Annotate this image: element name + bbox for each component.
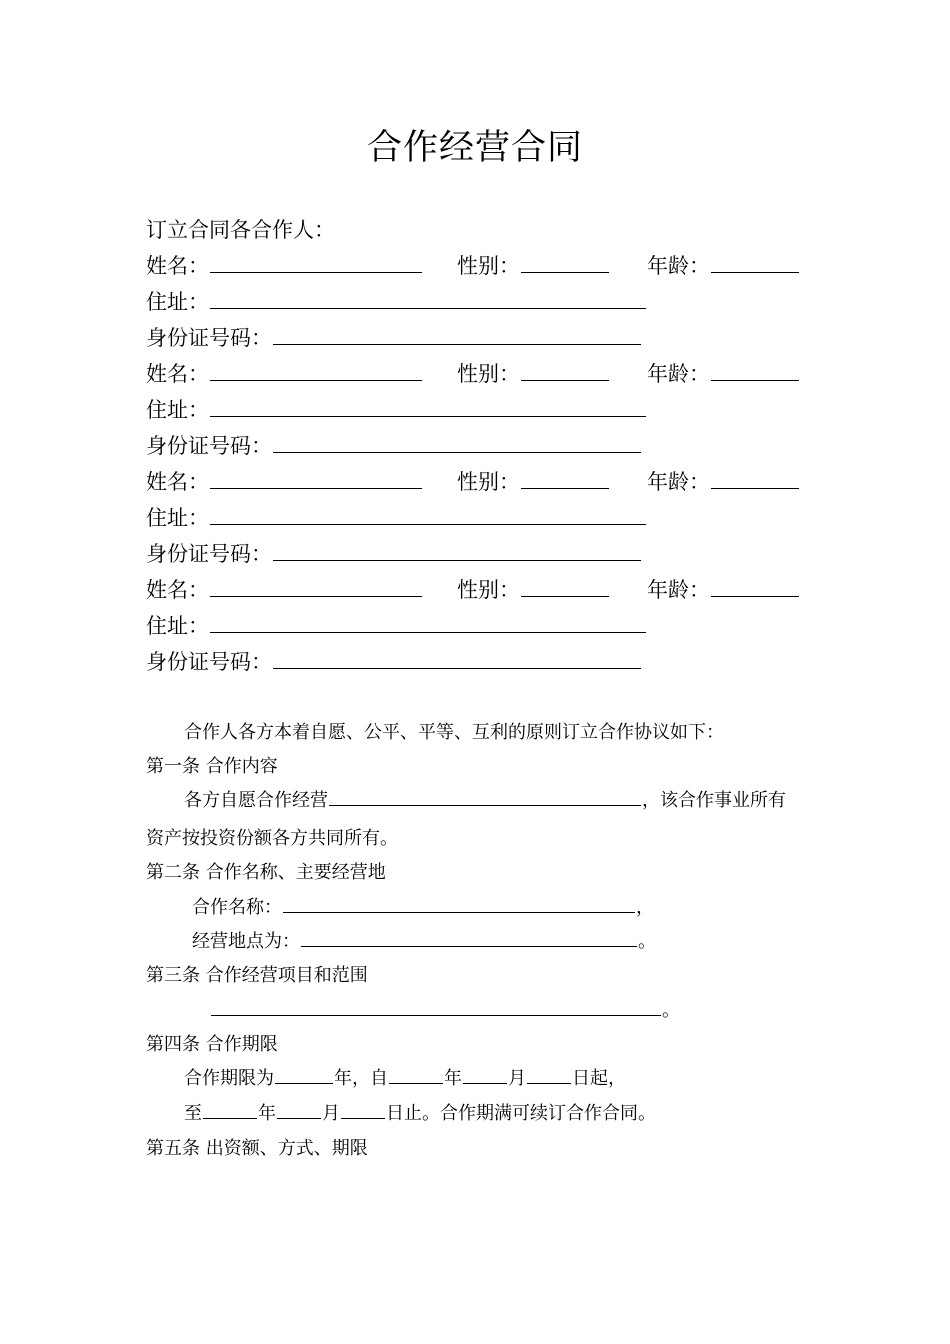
from-label: ，自 [352, 1068, 388, 1089]
month-label: 月 [322, 1103, 340, 1124]
intro-text: 订立合同各合作人： [146, 218, 335, 242]
id-blank[interactable] [273, 451, 641, 453]
age-row [647, 359, 800, 389]
business-place-end: 。 [638, 931, 656, 952]
age-blank[interactable] [711, 487, 799, 489]
gender-blank[interactable] [521, 595, 609, 597]
address-blank[interactable] [210, 415, 646, 417]
address-label: 住址： [146, 506, 209, 530]
id-label: 身份证号码： [146, 650, 272, 674]
address-row [146, 611, 647, 641]
business-place-label: 经营地点为： [192, 931, 300, 952]
start-day-label: 日起， [572, 1068, 626, 1089]
end-day-label: 日止。合作期满可续订合作合同。 [386, 1103, 656, 1124]
name-row [146, 359, 423, 389]
cooperation-name-row [192, 895, 654, 921]
gender-label: 性别： [457, 254, 520, 278]
gender-row [457, 467, 610, 497]
gender-blank[interactable] [521, 379, 609, 381]
article5-heading: 第五条 出资额、方式、期限 [146, 1138, 368, 1159]
id-label: 身份证号码： [146, 326, 272, 350]
id-row [146, 431, 642, 461]
start-year-blank[interactable] [389, 1082, 443, 1084]
address-label: 住址： [146, 290, 209, 314]
age-blank[interactable] [711, 271, 799, 273]
id-row [146, 323, 642, 353]
gender-label: 性别： [457, 578, 520, 602]
id-blank[interactable] [273, 667, 641, 669]
year-label: 年 [444, 1068, 462, 1089]
address-blank[interactable] [210, 307, 646, 309]
address-label: 住址： [146, 614, 209, 638]
name-label: 姓名： [146, 254, 209, 278]
year-label: 年 [258, 1103, 276, 1124]
article3-heading: 第三条 合作经营项目和范围 [146, 965, 368, 986]
preamble-text: 合作人各方本着自愿、公平、平等、互利的原则订立合作协议如下： [184, 722, 724, 743]
article1-line1 [184, 788, 786, 814]
article1-heading: 第一条 合作内容 [146, 756, 278, 777]
age-label: 年龄： [647, 254, 710, 278]
age-row [647, 467, 800, 497]
id-blank[interactable] [273, 559, 641, 561]
year-label: 年 [334, 1068, 352, 1089]
gender-label: 性别： [457, 362, 520, 386]
address-label: 住址： [146, 398, 209, 422]
name-blank[interactable] [210, 379, 422, 381]
address-blank[interactable] [210, 631, 646, 633]
business-place-row [192, 929, 656, 955]
article1-text-b: ，该合作事业所有 [642, 790, 786, 811]
address-row [146, 395, 647, 425]
article4-heading: 第四条 合作期限 [146, 1034, 278, 1055]
business-place-blank[interactable] [301, 945, 637, 947]
id-label: 身份证号码： [146, 434, 272, 458]
age-label: 年龄： [647, 578, 710, 602]
month-label: 月 [508, 1068, 526, 1089]
article2-heading: 第二条 合作名称、主要经营地 [146, 862, 386, 883]
gender-row [457, 575, 610, 605]
document-title: 合作经营合同 [366, 128, 583, 168]
start-day-blank[interactable] [527, 1082, 571, 1084]
name-label: 姓名： [146, 578, 209, 602]
address-row [146, 287, 647, 317]
id-row [146, 539, 642, 569]
name-blank[interactable] [210, 595, 422, 597]
scope-blank[interactable] [211, 1014, 661, 1016]
scope-end: 。 [662, 1000, 680, 1021]
term-label: 合作期限为 [184, 1068, 274, 1089]
start-month-blank[interactable] [463, 1082, 507, 1084]
address-row [146, 503, 647, 533]
age-label: 年龄： [647, 362, 710, 386]
term-row-1 [184, 1066, 626, 1092]
cooperation-name-end: ， [636, 897, 654, 918]
age-blank[interactable] [711, 379, 799, 381]
age-row [647, 575, 800, 605]
term-row-2 [184, 1101, 656, 1127]
age-blank[interactable] [711, 595, 799, 597]
article1-line2: 资产按投资份额各方共同所有。 [146, 828, 398, 849]
name-row [146, 251, 423, 281]
gender-row [457, 359, 610, 389]
cooperation-name-label: 合作名称： [192, 897, 282, 918]
gender-row [457, 251, 610, 281]
to-label: 至 [184, 1103, 202, 1124]
age-label: 年龄： [647, 470, 710, 494]
id-row [146, 647, 642, 677]
article1-text-a: 各方自愿合作经营 [184, 790, 328, 811]
age-row [647, 251, 800, 281]
id-label: 身份证号码： [146, 542, 272, 566]
end-day-blank[interactable] [341, 1117, 385, 1119]
scope-row [210, 998, 680, 1024]
cooperation-name-blank[interactable] [283, 911, 635, 913]
business-blank[interactable] [329, 804, 641, 806]
gender-blank[interactable] [521, 271, 609, 273]
name-row [146, 467, 423, 497]
end-year-blank[interactable] [203, 1117, 257, 1119]
term-years-blank[interactable] [275, 1082, 333, 1084]
name-row [146, 575, 423, 605]
gender-blank[interactable] [521, 487, 609, 489]
name-blank[interactable] [210, 487, 422, 489]
name-label: 姓名： [146, 362, 209, 386]
name-label: 姓名： [146, 470, 209, 494]
gender-label: 性别： [457, 470, 520, 494]
name-blank[interactable] [210, 271, 422, 273]
end-month-blank[interactable] [277, 1117, 321, 1119]
id-blank[interactable] [273, 343, 641, 345]
address-blank[interactable] [210, 523, 646, 525]
